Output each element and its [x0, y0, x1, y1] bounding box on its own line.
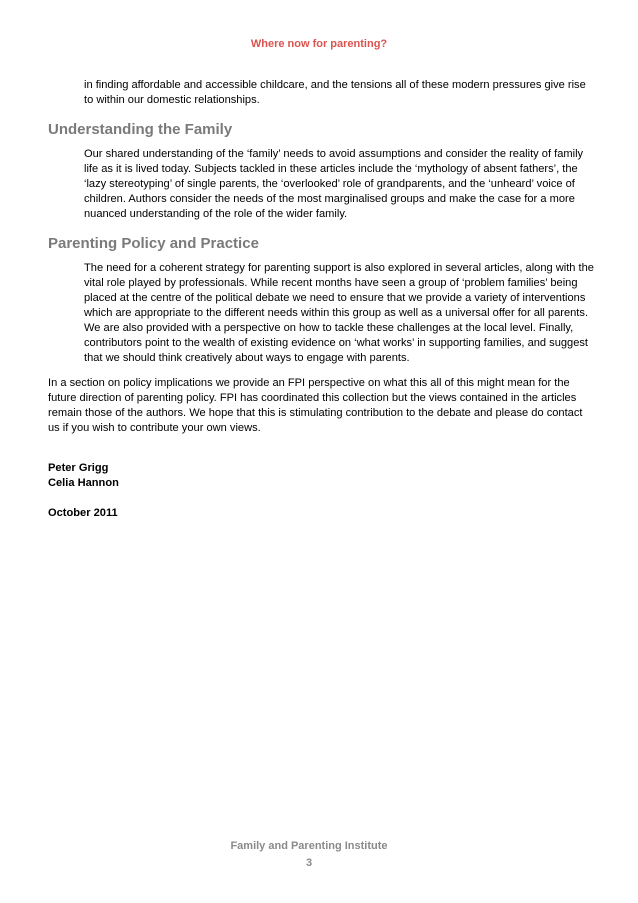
document-date: October 2011	[48, 507, 118, 519]
section-body-understanding-family: Our shared understanding of the ‘family’ needs to avoid assumptions and consider the reality of family life as it is lived today. Subjects tackled in these articles include the ‘mythology of absent fathers’, the ‘lazy stereotyping’ of single parents, the ‘overlooked’ role of grandparents, and the ‘unheard’ voice of children. Authors consider the needs of the most marginalised groups and make the case for a more nuanced understanding of the role of the wider family.	[84, 148, 584, 220]
signatory-name: Peter Grigg	[48, 462, 109, 474]
section-heading-parenting-policy: Parenting Policy and Practice	[48, 235, 259, 252]
running-header: Where now for parenting?	[250, 38, 388, 50]
section-heading-understanding-family: Understanding the Family	[48, 121, 233, 138]
signatory-name: Celia Hannon	[48, 477, 119, 489]
page-number: 3	[305, 857, 313, 869]
page-content	[48, 78, 596, 521]
page-footer	[0, 838, 618, 872]
footer-organisation: Family and Parenting Institute	[230, 840, 388, 852]
closing-paragraph: In a section on policy implications we provide an FPI perspective on what this all of this might mean for the future direction of parenting policy. FPI has coordinated this collection but the views contained in the articles remain those of the authors. We hope that this is stimulating contribution to the debate and please do contact us if you wish to contribute your own views.	[48, 377, 583, 434]
section-body-parenting-policy: The need for a coherent strategy for parenting support is also explored in several articles, along with the vital role played by professionals. While recent months have seen a group of ‘problem families’ being placed at the centre of the political debate we need to ensure that we provide a variety of interventions which are appropriate to the different needs within this group as well as a universal offer for all parents. We are also provided with a perspective on how to tackle these challenges at the local level. Finally, contributors point to the wealth of existing evidence on ‘what works’ in supporting families, and suggest that we should think creatively about ways to engage with parents.	[84, 262, 594, 364]
intro-continued-paragraph: in finding affordable and accessible childcare, and the tensions all of these modern pressures give rise to within our domestic relationships.	[84, 79, 586, 106]
